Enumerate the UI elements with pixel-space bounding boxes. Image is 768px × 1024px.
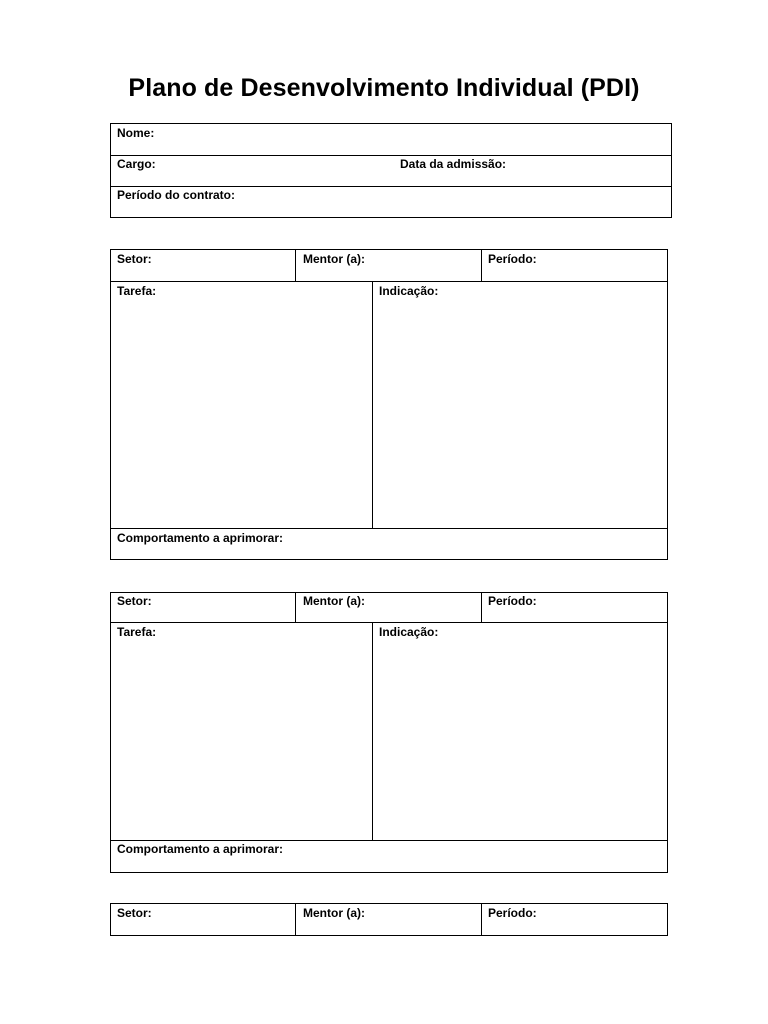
setor-field[interactable]: Setor: [117,594,152,608]
divider [110,155,672,156]
data-admissao-field[interactable]: Data da admissão: [400,157,507,171]
divider [481,249,482,281]
divider [110,528,668,529]
divider [481,903,482,936]
employee-info-table [110,123,672,218]
tarefa-field[interactable]: Tarefa: [117,284,157,298]
mentor-field[interactable]: Mentor (a): [303,906,365,920]
divider [110,281,668,282]
divider [110,622,668,623]
tarefa-field[interactable]: Tarefa: [117,625,157,639]
mentor-field[interactable]: Mentor (a): [303,252,365,266]
periodo-field[interactable]: Período: [488,906,537,920]
divider [110,840,668,841]
indicacao-field[interactable]: Indicação: [379,625,439,639]
setor-field[interactable]: Setor: [117,906,152,920]
divider [295,903,296,936]
periodo-field[interactable]: Período: [488,252,537,266]
periodo-field[interactable]: Período: [488,594,537,608]
divider [295,249,296,281]
setor-field[interactable]: Setor: [117,252,152,266]
comportamento-field[interactable]: Comportamento a aprimorar: [117,842,284,856]
divider [295,592,296,622]
periodo-contrato-field[interactable]: Período do contrato: [117,188,235,202]
divider [110,186,672,187]
cargo-field[interactable]: Cargo: [117,157,156,171]
nome-field[interactable]: Nome: [117,126,155,140]
divider [372,281,373,528]
comportamento-field[interactable]: Comportamento a aprimorar: [117,531,284,545]
development-block-3 [110,903,668,936]
divider [481,592,482,622]
mentor-field[interactable]: Mentor (a): [303,594,365,608]
indicacao-field[interactable]: Indicação: [379,284,439,298]
page-title: Plano de Desenvolvimento Individual (PDI) [128,74,640,102]
divider [372,622,373,840]
